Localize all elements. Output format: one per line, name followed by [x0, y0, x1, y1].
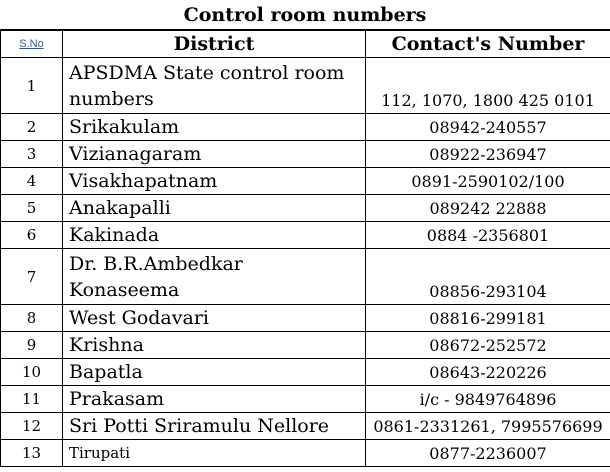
district-cell: Sri Potti Sriramulu Nellore	[63, 413, 366, 440]
sno-cell: 5	[1, 195, 63, 222]
district-cell: Tirupati	[63, 440, 366, 467]
contact-cell: 08672-252572	[366, 332, 610, 359]
district-cell: Anakapalli	[63, 195, 366, 222]
table-row	[1, 413, 610, 440]
contact-cell: 08643-220226	[366, 359, 610, 386]
district-cell: Prakasam	[63, 386, 366, 413]
contact-cell: i/c - 9849764896	[366, 386, 610, 413]
contact-cell: 0891-2590102/100	[366, 168, 610, 195]
district-line: numbers	[69, 87, 154, 110]
contact-cell: 08816-299181	[366, 305, 610, 332]
district-line: APSDMA State control room	[69, 61, 345, 84]
contact-column-header: Contact's Number	[366, 31, 610, 58]
district-line: Konaseema	[69, 278, 180, 301]
district-cell: West Godavari	[63, 305, 366, 332]
contact-cell: 0884 -2356801	[366, 222, 610, 249]
district-cell	[63, 58, 366, 114]
sno-cell: 11	[1, 386, 63, 413]
contact-cell: 08942-240557	[366, 114, 610, 141]
contact-cell: 0877-2236007	[366, 440, 610, 467]
table-row	[1, 58, 610, 114]
contact-cell: 112, 1070, 1800 425 0101	[366, 58, 610, 114]
control-room-table	[0, 30, 610, 467]
table-row	[1, 386, 610, 413]
sno-cell: 2	[1, 114, 63, 141]
sno-cell: 10	[1, 359, 63, 386]
header-row	[1, 31, 610, 58]
district-cell: Srikakulam	[63, 114, 366, 141]
district-cell: Kakinada	[63, 222, 366, 249]
table-row	[1, 141, 610, 168]
sno-cell: 13	[1, 440, 63, 467]
sno-cell: 12	[1, 413, 63, 440]
table-row	[1, 249, 610, 305]
table-row	[1, 195, 610, 222]
sno-cell: 1	[1, 58, 63, 114]
district-cell: Bapatla	[63, 359, 366, 386]
table-row	[1, 168, 610, 195]
sno-cell: 9	[1, 332, 63, 359]
sno-cell: 7	[1, 249, 63, 305]
district-column-header: District	[63, 31, 366, 58]
contact-cell: 08856-293104	[366, 249, 610, 305]
table-title: Control room numbers	[0, 0, 610, 30]
sno-cell: 3	[1, 141, 63, 168]
table-row	[1, 440, 610, 467]
contact-cell: 0861-2331261, 7995576699	[366, 413, 610, 440]
district-line: Dr. B.R.Ambedkar	[69, 252, 243, 275]
sno-cell: 4	[1, 168, 63, 195]
sno-cell: 8	[1, 305, 63, 332]
table-row	[1, 305, 610, 332]
table-row	[1, 332, 610, 359]
district-cell	[63, 249, 366, 305]
contact-cell: 089242 22888	[366, 195, 610, 222]
district-cell: Vizianagaram	[63, 141, 366, 168]
district-cell: Visakhapatnam	[63, 168, 366, 195]
sno-column-header[interactable]: S.No	[1, 31, 63, 58]
district-cell: Krishna	[63, 332, 366, 359]
contact-cell: 08922-236947	[366, 141, 610, 168]
table-row	[1, 222, 610, 249]
sno-cell: 6	[1, 222, 63, 249]
table-row	[1, 114, 610, 141]
table-row	[1, 359, 610, 386]
